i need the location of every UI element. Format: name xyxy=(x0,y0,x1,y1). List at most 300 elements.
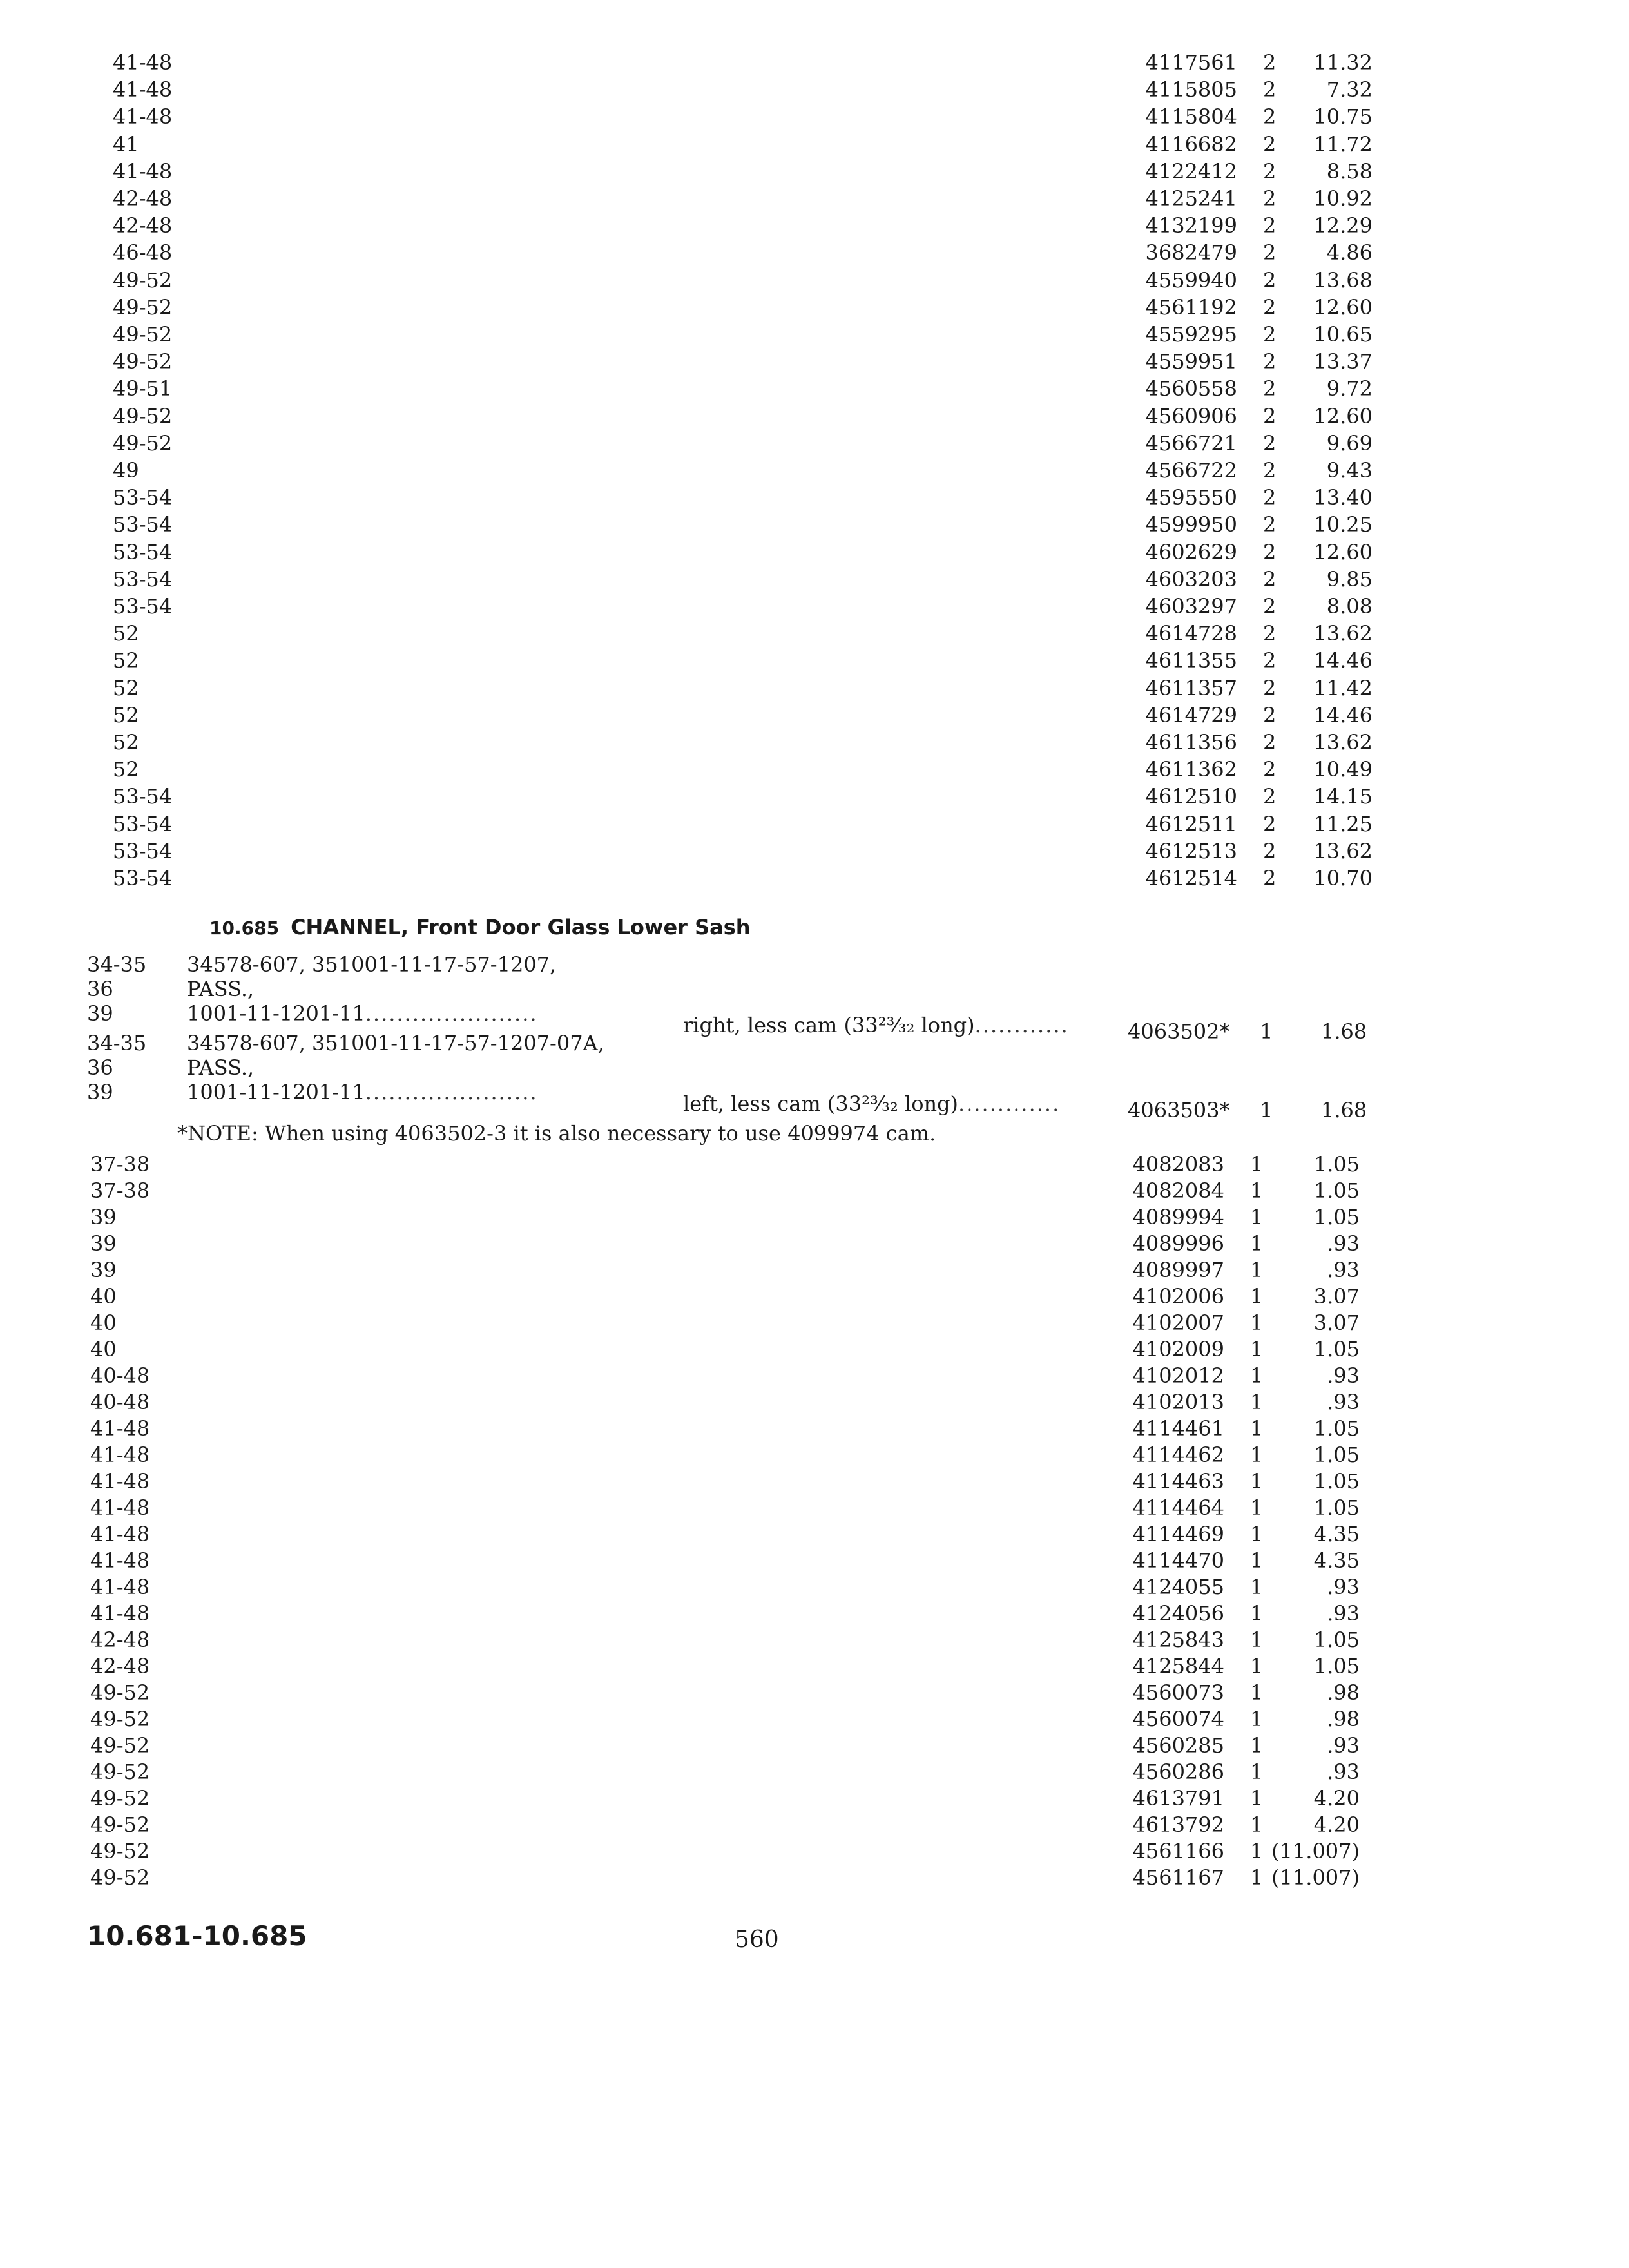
price-cell: .93 xyxy=(1327,1390,1360,1414)
price-cell: .93 xyxy=(1327,1601,1360,1626)
years-cell: 49-52 xyxy=(113,294,173,320)
quantity-cell: 2 xyxy=(1263,240,1277,265)
quantity-cell: 2 xyxy=(1263,430,1277,456)
price-cell: 10.75 xyxy=(1313,104,1373,130)
price-cell: 3.07 xyxy=(1313,1311,1360,1335)
quantity-cell: 1 xyxy=(1250,1337,1264,1361)
table-row xyxy=(0,1707,1629,1731)
years-cell: 49-52 xyxy=(113,267,173,293)
price-cell: .93 xyxy=(1327,1760,1360,1784)
price-cell: 1.05 xyxy=(1313,1205,1360,1229)
quantity-cell: 2 xyxy=(1263,322,1277,347)
price-cell: 12.60 xyxy=(1313,539,1373,564)
part-number-cell: 4611356 xyxy=(1145,730,1237,754)
years-cell: 53-54 xyxy=(113,838,173,863)
part-number-cell: 4599950 xyxy=(1145,512,1237,537)
table-row xyxy=(0,730,1629,754)
years-cell: 42-48 xyxy=(90,1628,150,1652)
table-row xyxy=(0,1390,1629,1414)
quantity-cell: 1 xyxy=(1250,1231,1264,1256)
years-cell: 40 xyxy=(90,1284,117,1309)
price-cell: 13.68 xyxy=(1313,267,1373,293)
years-cell: 53-54 xyxy=(113,594,173,619)
years-cell: 52 xyxy=(113,648,139,673)
part-number-cell: 4114469 xyxy=(1132,1522,1224,1546)
quantity-cell: 2 xyxy=(1263,838,1277,863)
years-cell: 41-48 xyxy=(90,1469,150,1494)
table-row xyxy=(0,1628,1629,1652)
part-number-cell: 4102012 xyxy=(1132,1363,1224,1388)
price-cell: 9.85 xyxy=(1326,566,1373,591)
table-row xyxy=(0,1416,1629,1441)
price-cell: (11.007) xyxy=(1271,1839,1360,1863)
years-cell: 53-54 xyxy=(113,784,173,809)
quantity-cell: 2 xyxy=(1263,104,1277,130)
part-number-cell: 4614729 xyxy=(1145,702,1237,727)
years-cell: 49-52 xyxy=(90,1865,150,1890)
table-row xyxy=(0,349,1629,374)
price-cell: 14.46 xyxy=(1313,648,1373,673)
table-row xyxy=(0,322,1629,347)
quantity-cell: 1 xyxy=(1250,1495,1264,1520)
years-cell: 41-48 xyxy=(113,159,173,184)
years-cell: 52 xyxy=(113,621,139,646)
footnote: *NOTE: When using 4063502-3 it is also necessary to use 4099974 cam. xyxy=(177,1121,936,1146)
years-cell: 42-48 xyxy=(113,213,173,238)
quantity-cell: 1 xyxy=(1250,1178,1264,1203)
entry-part-number: 4063502* xyxy=(1128,1019,1230,1044)
part-number-cell: 4560285 xyxy=(1132,1733,1224,1758)
table-row xyxy=(0,77,1629,102)
entry-quantity: 1 xyxy=(1260,1098,1273,1122)
table-row xyxy=(0,213,1629,238)
price-cell: .93 xyxy=(1327,1231,1360,1256)
table-row xyxy=(0,159,1629,184)
quantity-cell: 2 xyxy=(1263,757,1277,782)
years-cell: 49-52 xyxy=(113,349,173,374)
years-cell: 53-54 xyxy=(113,485,173,510)
years-cell: 39 xyxy=(90,1205,117,1229)
table-row xyxy=(0,676,1629,700)
quantity-cell: 1 xyxy=(1250,1363,1264,1388)
part-number-cell: 4560074 xyxy=(1132,1707,1224,1731)
years-cell: 53-54 xyxy=(113,866,173,890)
part-number-cell: 4560906 xyxy=(1145,403,1237,428)
quantity-cell: 1 xyxy=(1250,1786,1264,1811)
quantity-cell: 1 xyxy=(1250,1812,1264,1837)
table-row xyxy=(0,1812,1629,1837)
table-row xyxy=(0,1284,1629,1309)
part-number-cell: 4116682 xyxy=(1145,131,1237,157)
quantity-cell: 1 xyxy=(1250,1469,1264,1494)
price-cell: 10.65 xyxy=(1313,322,1373,347)
part-number-cell: 4125241 xyxy=(1145,186,1237,211)
quantity-cell: 2 xyxy=(1263,730,1277,754)
quantity-cell: 2 xyxy=(1263,566,1277,591)
price-cell: 1.05 xyxy=(1313,1178,1360,1203)
years-cell: 49-52 xyxy=(90,1760,150,1784)
table-row xyxy=(0,1522,1629,1546)
part-number-cell: 4559940 xyxy=(1145,267,1237,293)
entry-description: right, less cam (33²³⁄₃₂ long)............ xyxy=(683,1013,1069,1037)
price-cell: .98 xyxy=(1327,1707,1360,1731)
years-cell: 37-38 xyxy=(90,1152,150,1177)
quantity-cell: 1 xyxy=(1250,1865,1264,1890)
table-row xyxy=(0,431,1629,456)
part-number-cell: 4122412 xyxy=(1145,159,1237,184)
price-cell: .93 xyxy=(1327,1733,1360,1758)
years-cell: 41-48 xyxy=(90,1548,150,1573)
table-row xyxy=(0,1786,1629,1811)
years-cell: 40 xyxy=(90,1337,117,1361)
years-cell: 52 xyxy=(113,730,139,754)
years-cell: 49-52 xyxy=(113,430,173,456)
years-cell: 53-54 xyxy=(113,512,173,537)
table-row xyxy=(0,1654,1629,1678)
entry-quantity: 1 xyxy=(1260,1019,1273,1044)
years-cell: 49-52 xyxy=(113,403,173,428)
table-row xyxy=(0,1469,1629,1494)
quantity-cell: 1 xyxy=(1250,1680,1264,1705)
table-row xyxy=(0,1495,1629,1520)
price-cell: 10.92 xyxy=(1313,186,1373,211)
price-cell: 1.05 xyxy=(1313,1628,1360,1652)
price-cell: 13.37 xyxy=(1313,349,1373,374)
part-number-cell: 4611357 xyxy=(1145,675,1237,700)
table-row xyxy=(0,186,1629,211)
table-row xyxy=(0,594,1629,619)
price-cell: 3.07 xyxy=(1313,1284,1360,1309)
quantity-cell: 2 xyxy=(1263,131,1277,157)
quantity-cell: 1 xyxy=(1250,1601,1264,1626)
table-row xyxy=(0,1258,1629,1282)
years-cell: 49-52 xyxy=(90,1812,150,1837)
price-cell: .93 xyxy=(1327,1575,1360,1599)
part-number-cell: 4114461 xyxy=(1132,1416,1224,1441)
part-number-cell: 4561192 xyxy=(1145,294,1237,320)
years-cell: 49-51 xyxy=(113,376,173,401)
quantity-cell: 1 xyxy=(1250,1284,1264,1309)
years-cell: 49-52 xyxy=(90,1839,150,1863)
part-number-cell: 4089996 xyxy=(1132,1231,1224,1256)
section-title: CHANNEL, Front Door Glass Lower Sash xyxy=(291,915,751,939)
price-cell: 13.62 xyxy=(1313,838,1373,863)
table-row xyxy=(0,458,1629,483)
table-row xyxy=(0,1601,1629,1626)
table-row xyxy=(0,104,1629,129)
years-cell: 52 xyxy=(113,757,139,782)
years-cell: 40-48 xyxy=(90,1363,150,1388)
quantity-cell: 1 xyxy=(1250,1205,1264,1229)
quantity-cell: 2 xyxy=(1263,50,1277,75)
years-cell: 41-48 xyxy=(113,77,173,102)
table-row xyxy=(0,703,1629,727)
price-cell: 13.40 xyxy=(1313,485,1373,510)
quantity-cell: 2 xyxy=(1263,186,1277,211)
table-row xyxy=(0,240,1629,265)
part-number-cell: 4561166 xyxy=(1132,1839,1224,1863)
years-cell: 53-54 xyxy=(113,539,173,564)
years-cell: 53-54 xyxy=(113,811,173,836)
quantity-cell: 1 xyxy=(1250,1733,1264,1758)
part-number-cell: 4595550 xyxy=(1145,485,1237,510)
table-row xyxy=(0,1760,1629,1784)
table-row xyxy=(0,512,1629,537)
years-cell: 41-48 xyxy=(90,1522,150,1546)
part-number-cell: 4612510 xyxy=(1145,784,1237,809)
years-cell: 41-48 xyxy=(113,104,173,130)
part-number-cell: 4089994 xyxy=(1132,1205,1224,1229)
price-cell: 14.46 xyxy=(1313,702,1373,727)
part-number-cell: 4613791 xyxy=(1132,1786,1224,1811)
quantity-cell: 1 xyxy=(1250,1839,1264,1863)
years-cell: 41-48 xyxy=(90,1601,150,1626)
table-row xyxy=(0,485,1629,510)
table-row xyxy=(0,784,1629,809)
part-number-cell: 4114464 xyxy=(1132,1495,1224,1520)
years-cell: 42-48 xyxy=(90,1654,150,1678)
table-row xyxy=(0,1443,1629,1467)
part-number-cell: 4612513 xyxy=(1145,838,1237,863)
price-cell: 13.62 xyxy=(1313,621,1373,646)
quantity-cell: 1 xyxy=(1250,1628,1264,1652)
quantity-cell: 1 xyxy=(1250,1152,1264,1177)
quantity-cell: 2 xyxy=(1263,77,1277,102)
part-number-cell: 4114463 xyxy=(1132,1469,1224,1494)
entry-description: left, less cam (33²³⁄₃₂ long)............. xyxy=(683,1091,1061,1116)
part-number-cell: 4614728 xyxy=(1145,621,1237,646)
table-row xyxy=(0,376,1629,401)
years-cell: 41-48 xyxy=(90,1443,150,1467)
table-row xyxy=(0,1680,1629,1705)
price-cell: 4.86 xyxy=(1326,240,1373,265)
part-number-cell: 4566722 xyxy=(1145,458,1237,483)
years-cell: 41-48 xyxy=(90,1575,150,1599)
table-row xyxy=(0,1205,1629,1229)
price-cell: 4.20 xyxy=(1313,1786,1360,1811)
entry-body-styles: 34578-607, 351001-11-17-57-1207, PASS., 1001-11-1201-11...................... xyxy=(187,952,557,1026)
table-row xyxy=(0,1733,1629,1758)
part-number-cell: 4611362 xyxy=(1145,757,1237,782)
part-number-cell: 4125844 xyxy=(1132,1654,1224,1678)
part-number-cell: 4082084 xyxy=(1132,1178,1224,1203)
part-number-cell: 4613792 xyxy=(1132,1812,1224,1837)
table-row xyxy=(0,404,1629,428)
quantity-cell: 2 xyxy=(1263,213,1277,238)
table-row xyxy=(0,540,1629,564)
part-number-cell: 4559295 xyxy=(1145,322,1237,347)
price-cell: 7.32 xyxy=(1326,77,1373,102)
part-number-cell: 4102007 xyxy=(1132,1311,1224,1335)
years-cell: 52 xyxy=(113,702,139,727)
quantity-cell: 2 xyxy=(1263,485,1277,510)
table-row xyxy=(0,866,1629,890)
quantity-cell: 2 xyxy=(1263,458,1277,483)
part-number-cell: 4117561 xyxy=(1145,50,1237,75)
quantity-cell: 1 xyxy=(1250,1654,1264,1678)
price-cell: 9.69 xyxy=(1326,430,1373,456)
quantity-cell: 1 xyxy=(1250,1707,1264,1731)
part-number-cell: 4124055 xyxy=(1132,1575,1224,1599)
part-number-cell: 4560558 xyxy=(1145,376,1237,401)
part-number-cell: 4115804 xyxy=(1145,104,1237,130)
quantity-cell: 2 xyxy=(1263,349,1277,374)
table-row xyxy=(0,1839,1629,1863)
price-cell: 4.20 xyxy=(1313,1812,1360,1837)
price-cell: 12.60 xyxy=(1313,403,1373,428)
part-number-cell: 4602629 xyxy=(1145,539,1237,564)
table-row xyxy=(0,1337,1629,1361)
years-cell: 40 xyxy=(90,1311,117,1335)
part-number-cell: 4082083 xyxy=(1132,1152,1224,1177)
part-number-cell: 4102006 xyxy=(1132,1284,1224,1309)
table-row xyxy=(0,268,1629,293)
table-row xyxy=(0,1152,1629,1177)
table-row xyxy=(0,839,1629,863)
years-cell: 40-48 xyxy=(90,1390,150,1414)
table-row xyxy=(0,295,1629,320)
quantity-cell: 1 xyxy=(1250,1311,1264,1335)
table-row xyxy=(0,567,1629,591)
price-cell: 1.05 xyxy=(1313,1416,1360,1441)
price-cell: 9.72 xyxy=(1326,376,1373,401)
entry-price: 1.68 xyxy=(1321,1098,1367,1122)
table-row xyxy=(0,1311,1629,1335)
table-row xyxy=(0,1231,1629,1256)
table-row xyxy=(0,812,1629,836)
part-number-cell: 4612511 xyxy=(1145,811,1237,836)
part-number-cell: 4132199 xyxy=(1145,213,1237,238)
years-cell: 49-52 xyxy=(90,1707,150,1731)
quantity-cell: 2 xyxy=(1263,784,1277,809)
entry-price: 1.68 xyxy=(1321,1019,1367,1044)
part-number-cell: 4603297 xyxy=(1145,594,1237,619)
price-cell: 1.05 xyxy=(1313,1654,1360,1678)
quantity-cell: 2 xyxy=(1263,403,1277,428)
table-row xyxy=(0,50,1629,75)
years-cell: 49-52 xyxy=(90,1680,150,1705)
price-cell: 13.62 xyxy=(1313,730,1373,754)
entry-years: 34-35 36 39 xyxy=(87,952,147,1026)
part-number-cell: 4611355 xyxy=(1145,648,1237,673)
years-cell: 41-48 xyxy=(90,1416,150,1441)
price-cell: 10.25 xyxy=(1313,512,1373,537)
years-cell: 41 xyxy=(113,131,139,157)
quantity-cell: 1 xyxy=(1250,1548,1264,1573)
price-cell: 4.35 xyxy=(1313,1522,1360,1546)
quantity-cell: 2 xyxy=(1263,376,1277,401)
page-number: 560 xyxy=(735,1927,779,1953)
price-cell: 1.05 xyxy=(1313,1495,1360,1520)
price-cell: 8.08 xyxy=(1326,594,1373,619)
part-number-cell: 4612514 xyxy=(1145,866,1237,890)
table-row xyxy=(0,1865,1629,1890)
quantity-cell: 2 xyxy=(1263,811,1277,836)
price-cell: 11.32 xyxy=(1313,50,1373,75)
quantity-cell: 2 xyxy=(1263,675,1277,700)
table-row xyxy=(0,621,1629,646)
section-number: 10.685 xyxy=(209,918,280,939)
part-number-cell: 4124056 xyxy=(1132,1601,1224,1626)
price-cell: 10.70 xyxy=(1313,866,1373,890)
table-row xyxy=(0,648,1629,673)
entry-part-number: 4063503* xyxy=(1128,1098,1230,1122)
years-cell: 49-52 xyxy=(90,1786,150,1811)
quantity-cell: 1 xyxy=(1250,1416,1264,1441)
years-cell: 49 xyxy=(113,458,139,483)
quantity-cell: 2 xyxy=(1263,866,1277,890)
part-number-cell: 4089997 xyxy=(1132,1258,1224,1282)
price-cell: 4.35 xyxy=(1313,1548,1360,1573)
quantity-cell: 2 xyxy=(1263,621,1277,646)
part-number-cell: 4115805 xyxy=(1145,77,1237,102)
table-row xyxy=(0,1548,1629,1573)
table-row xyxy=(0,1363,1629,1388)
price-cell: .93 xyxy=(1327,1258,1360,1282)
section-range-footer: 10.681-10.685 xyxy=(87,1920,307,1952)
part-number-cell: 4603203 xyxy=(1145,566,1237,591)
years-cell: 52 xyxy=(113,675,139,700)
part-number-cell: 4114462 xyxy=(1132,1443,1224,1467)
price-cell: 14.15 xyxy=(1313,784,1373,809)
part-number-cell: 4114470 xyxy=(1132,1548,1224,1573)
quantity-cell: 2 xyxy=(1263,267,1277,293)
table-row xyxy=(0,1178,1629,1203)
quantity-cell: 2 xyxy=(1263,702,1277,727)
part-number-cell: 4560286 xyxy=(1132,1760,1224,1784)
price-cell: 11.42 xyxy=(1313,675,1373,700)
price-cell: 8.58 xyxy=(1326,159,1373,184)
price-cell: 11.72 xyxy=(1313,131,1373,157)
price-cell: 1.05 xyxy=(1313,1337,1360,1361)
quantity-cell: 2 xyxy=(1263,512,1277,537)
quantity-cell: 1 xyxy=(1250,1390,1264,1414)
table-row xyxy=(0,132,1629,157)
quantity-cell: 1 xyxy=(1250,1443,1264,1467)
entry-body-styles: 34578-607, 351001-11-17-57-1207-07A, PASS., 1001-11-1201-11...................... xyxy=(187,1031,604,1104)
years-cell: 41-48 xyxy=(90,1495,150,1520)
price-cell: 1.05 xyxy=(1313,1443,1360,1467)
quantity-cell: 2 xyxy=(1263,539,1277,564)
quantity-cell: 2 xyxy=(1263,594,1277,619)
years-cell: 49-52 xyxy=(113,322,173,347)
years-cell: 46-48 xyxy=(113,240,173,265)
price-cell: 9.43 xyxy=(1326,458,1373,483)
part-number-cell: 4102013 xyxy=(1132,1390,1224,1414)
quantity-cell: 1 xyxy=(1250,1258,1264,1282)
part-number-cell: 4561167 xyxy=(1132,1865,1224,1890)
quantity-cell: 2 xyxy=(1263,294,1277,320)
price-cell: 10.49 xyxy=(1313,757,1373,782)
years-cell: 49-52 xyxy=(90,1733,150,1758)
price-cell: 12.60 xyxy=(1313,294,1373,320)
years-cell: 53-54 xyxy=(113,566,173,591)
section-heading xyxy=(209,915,751,939)
part-number-cell: 3682479 xyxy=(1145,240,1237,265)
years-cell: 37-38 xyxy=(90,1178,150,1203)
price-cell: 1.05 xyxy=(1313,1469,1360,1494)
price-cell: 11.25 xyxy=(1313,811,1373,836)
quantity-cell: 1 xyxy=(1250,1575,1264,1599)
part-number-cell: 4566721 xyxy=(1145,430,1237,456)
quantity-cell: 2 xyxy=(1263,159,1277,184)
part-number-cell: 4125843 xyxy=(1132,1628,1224,1652)
quantity-cell: 1 xyxy=(1250,1522,1264,1546)
price-cell: 1.05 xyxy=(1313,1152,1360,1177)
part-number-cell: 4102009 xyxy=(1132,1337,1224,1361)
years-cell: 42-48 xyxy=(113,186,173,211)
years-cell: 41-48 xyxy=(113,50,173,75)
